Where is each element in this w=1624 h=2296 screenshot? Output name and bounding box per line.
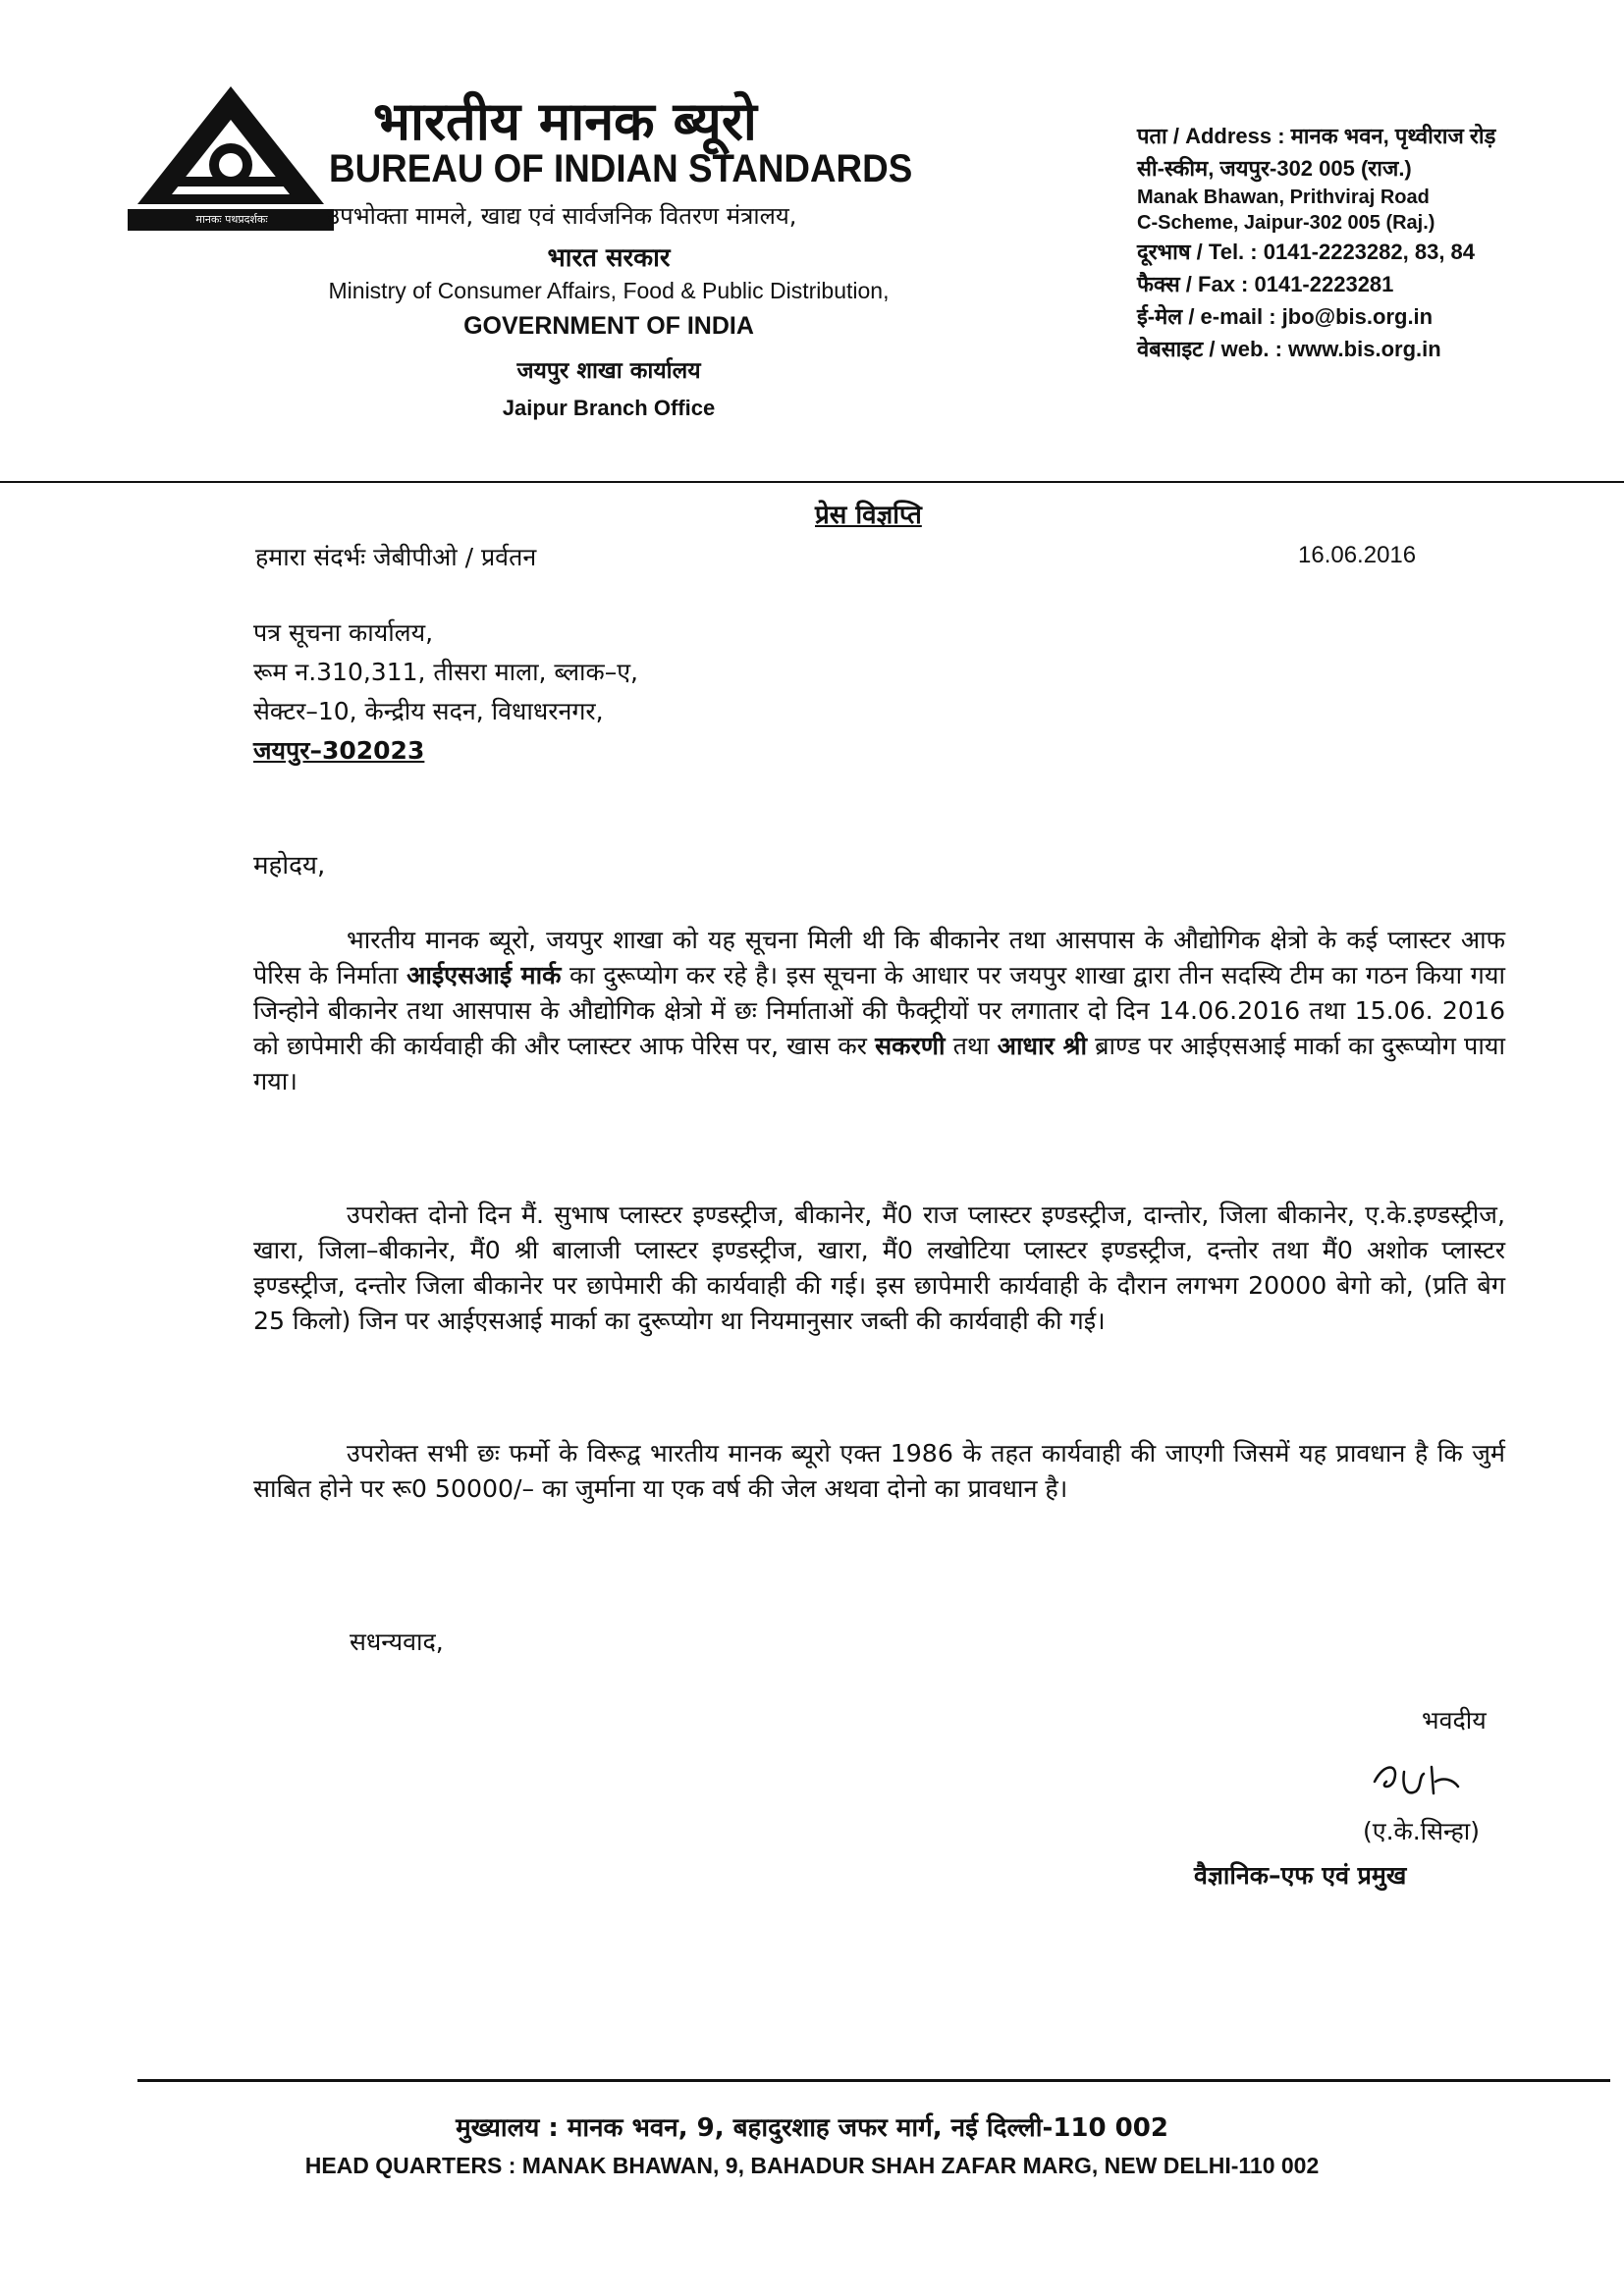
- headquarters-english: HEAD QUARTERS : MANAK BHAWAN, 9, BAHADUR SHAH ZAFAR MARG, NEW DELHI-110 002: [304, 2153, 1320, 2178]
- para1-bold-isi-mark: आईएसआई मार्क: [406, 961, 562, 989]
- ministry-english: Ministry of Consumer Affairs, Food & Public Distribution,: [328, 278, 890, 303]
- para1-text-1: भारतीय मानक ब्यूरो, जयपुर शाखा को यह सूचना मिली थी कि बीकानेर तथा आसपास के औद्योगिक क्षेत्रो के कई प्लास्टर आफ पेरिस के निर्माता: [253, 926, 1505, 989]
- letter-date: 16.06.2016: [1298, 542, 1417, 568]
- org-name-hindi: भारतीय मानक ब्यूरो: [373, 90, 757, 152]
- body-paragraph-2: [253, 1198, 1505, 1339]
- closing-yours: भवदीय: [1422, 1706, 1487, 1735]
- body-paragraph-3: [253, 1436, 1505, 1507]
- closing-thanks: सधन्यवाद,: [350, 1628, 444, 1656]
- tel-line: दूरभाष / Tel. : 0141-2223282, 83, 84: [1137, 240, 1476, 264]
- recipient-line-3: सेक्टर–10, केन्द्रीय सदन, विधाधरनगर,: [253, 697, 604, 725]
- address-line-1: पता / Address : मानक भवन, पृथ्वीराज रोड़: [1137, 124, 1496, 148]
- para1-bold-brand-2: आधार श्री: [997, 1032, 1088, 1060]
- para1-bold-brand-1: सकरणी: [875, 1032, 946, 1060]
- ministry-hindi: उपभोक्ता मामले, खाद्य एवं सार्वजनिक वितरण मंत्रालय,: [327, 202, 797, 230]
- web-line: वेबसाइट / web. : www.bis.org.in: [1137, 337, 1441, 361]
- signer-name: (ए.के.सिन्हा): [1363, 1817, 1481, 1845]
- address-line-3: Manak Bhawan, Prithviraj Road: [1137, 187, 1430, 208]
- govt-english: GOVERNMENT OF INDIA: [463, 312, 754, 340]
- headquarters-hindi: मुख्यालय : मानक भवन, 9, बहादुरशाह जफर मार्ग, नई दिल्ली-110 002: [456, 2113, 1168, 2143]
- branch-hindi: जयपुर शाखा कार्यालय: [516, 358, 701, 384]
- recipient-city: जयपुर–302023: [253, 736, 425, 765]
- fax-line: फैक्स / Fax : 0141-2223281: [1137, 272, 1394, 296]
- govt-hindi: भारत सरकार: [547, 243, 671, 273]
- reference-number: हमारा संदर्भः जेबीपीओ / प्रर्वतन: [255, 543, 537, 571]
- press-release-title: प्रेस विज्ञप्ति: [815, 501, 922, 530]
- header-divider: [0, 481, 1624, 483]
- para1-text-2: का दुरूप्योग कर रहे है। इस सूचना के आधार पर जयपुर शाखा द्वारा तीन सदस्यि टीम का गठन किया गया जिन्होने बीकानेर तथा आसपास के औद्योगिक क्षेत्रो में छः निर्माताओं की फैक्ट्रीयों पर लगातार दो दिन 14.06.2016 तथा 15.06. 2016 को छापेमारी की कार्यवाही की और प्लास्टर आफ पेरिस पर, खास कर: [253, 961, 1505, 1060]
- address-line-4: C-Scheme, Jaipur-302 005 (Raj.): [1137, 212, 1435, 234]
- recipient-line-1: पत्र सूचना कार्यालय,: [253, 618, 434, 647]
- body-paragraph-1: [253, 923, 1505, 1099]
- email-line: ई-मेल / e-mail : jbo@bis.org.in: [1137, 304, 1434, 329]
- salutation: महोदय,: [253, 851, 326, 881]
- address-block: [1137, 120, 1608, 365]
- handwritten-signature: [1365, 1752, 1492, 1811]
- logo-motto: मानकः पथप्रदर्शकः: [195, 213, 268, 226]
- org-name-english: BUREAU OF INDIAN STANDARDS: [329, 147, 913, 190]
- footer-divider: [137, 2079, 1610, 2082]
- para1-text-4: ब्राण्ड पर आईएसआई मार्का का दुरूप्योग पाया गया।: [253, 1032, 1506, 1095]
- para3-text: उपरोक्त सभी छः फर्मो के विरूद्व भारतीय मानक ब्यूरो एक्त 1986 के तहत कार्यवाही की जाएगी जिसमें यह प्रावधान है कि जुर्म साबित होने पर रू0 50000/– का जुर्माना या एक वर्ष की जेल अथवा दोनो का प्रावधान है।: [253, 1439, 1505, 1503]
- signer-designation: वैज्ञानिक–एफ एवं प्रमुख: [1194, 1861, 1407, 1890]
- branch-english: Jaipur Branch Office: [502, 396, 716, 420]
- para2-text: उपरोक्त दोनो दिन मैं. सुभाष प्लास्टर इण्डस्ट्रीज, बीकानेर, मैं0 राज प्लास्टर इण्डस्ट्रीज, दान्तोर, जिला बीकानेर, ए.के.इण्डस्ट्रीज, खारा, जिला–बीकानेर, मैं0 श्री बालाजी प्लास्टर इण्डस्ट्रीज, खारा, मैं0 लखोटिया प्लास्टर इण्डस्ट्रीज, दन्तोर तथा मैं0 अशोक प्लास्टर इण्डस्ट्रीज, दन्तोर जिला बीकानेर पर छापेमारी की कार्यवाही की गई। इस छापेमारी कार्यवाही के दौरान लगभग 20000 बेगो को, (प्रति बेग 25 किलो) जिन पर आईएसआई मार्का का दुरूप्योग था नियमानुसार जब्ती की कार्यवाही की गई।: [253, 1201, 1505, 1335]
- para1-text-3: तथा: [945, 1032, 998, 1060]
- recipient-line-2: रूम न.310,311, तीसरा माला, ब्लाक–ए,: [253, 658, 639, 686]
- recipient-address: [253, 614, 638, 771]
- address-line-2: सी-स्कीम, जयपुर-302 005 (राज.): [1137, 156, 1412, 181]
